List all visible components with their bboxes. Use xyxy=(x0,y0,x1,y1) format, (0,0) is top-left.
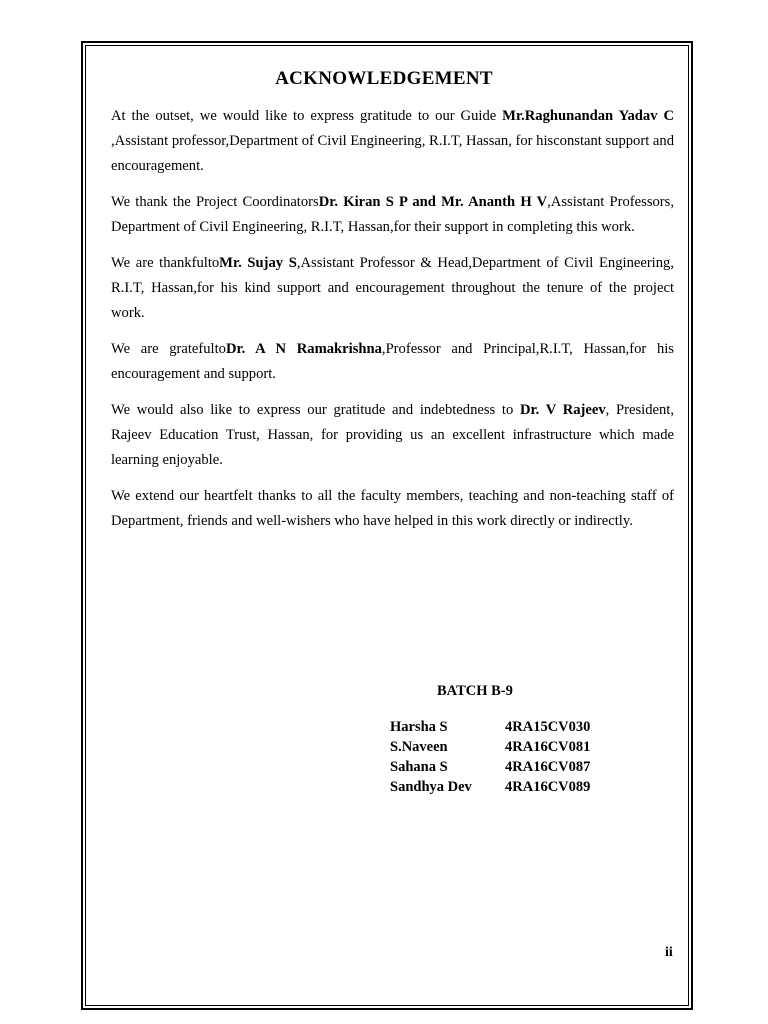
member-usn: 4RA16CV087 xyxy=(505,759,591,775)
president-name: Dr. V Rajeev xyxy=(519,402,606,418)
paragraph-text: ,Assistant Professors, Department of Civil Engineering, R.I.T, Hassan,for their support in completing this work. xyxy=(111,194,674,235)
member-name: Harsha S xyxy=(390,719,448,735)
page-title: ACKNOWLEDGEMENT xyxy=(275,68,493,89)
coordinator-names: Dr. Kiran S P and Mr. Ananth H V xyxy=(318,194,548,210)
paragraph-text: At the outset, we would like to express gratitude to our Guide xyxy=(111,108,503,124)
paragraph-faculty xyxy=(111,484,674,534)
page-number: ii xyxy=(665,945,673,960)
member-usn: 4RA16CV089 xyxy=(505,779,591,795)
acknowledgement-body xyxy=(111,104,674,545)
member-row xyxy=(390,737,590,757)
member-row xyxy=(390,777,590,797)
paragraph-text: We are gratefulto xyxy=(111,341,226,357)
member-usn: 4RA16CV081 xyxy=(505,739,591,755)
member-row xyxy=(390,757,590,777)
paragraph-principal xyxy=(111,337,674,387)
paragraph-president xyxy=(111,398,674,473)
paragraph-hod xyxy=(111,251,674,326)
member-name: S.Naveen xyxy=(390,739,448,755)
paragraph-guide xyxy=(111,104,674,179)
paragraph-text: ,Assistant professor,Department of Civil Engineering, R.I.T, Hassan, for hisconstant support and encouragement. xyxy=(111,133,674,174)
paragraph-text: ,Professor and Principal,R.I.T, Hassan,for his encouragement and support. xyxy=(111,341,674,382)
paragraph-text: We extend our heartfelt thanks to all the faculty members, teaching and non-teaching staff of Department, friends and well-wishers who have helped in this work directly or indirectly. xyxy=(111,488,674,529)
hod-name: Mr. Sujay S xyxy=(219,255,297,271)
paragraph-text: ,Assistant Professor & Head,Department of Civil Engineering, R.I.T, Hassan,for his kind support and encouragement throughout the tenure of the project work. xyxy=(111,255,674,321)
member-name: Sandhya Dev xyxy=(390,779,472,795)
member-row xyxy=(390,717,590,737)
paragraph-text: , President, Rajeev Education Trust, Hassan, for providing us an excellent infrastructure which made learning enjoyable. xyxy=(111,402,674,468)
principal-name: Dr. A N Ramakrishna xyxy=(225,341,382,357)
guide-name: Mr.Raghunandan Yadav C xyxy=(502,108,674,124)
paragraph-text: We thank the Project Coordinators xyxy=(111,194,319,210)
paragraph-coordinators xyxy=(111,190,674,240)
paragraph-text: We are thankfulto xyxy=(111,255,220,271)
member-name: Sahana S xyxy=(390,759,448,775)
batch-title: BATCH B-9 xyxy=(437,683,513,699)
paragraph-text: We would also like to express our gratitude and indebtedness to xyxy=(111,402,520,418)
batch-members xyxy=(390,717,590,797)
member-usn: 4RA15CV030 xyxy=(505,719,591,735)
